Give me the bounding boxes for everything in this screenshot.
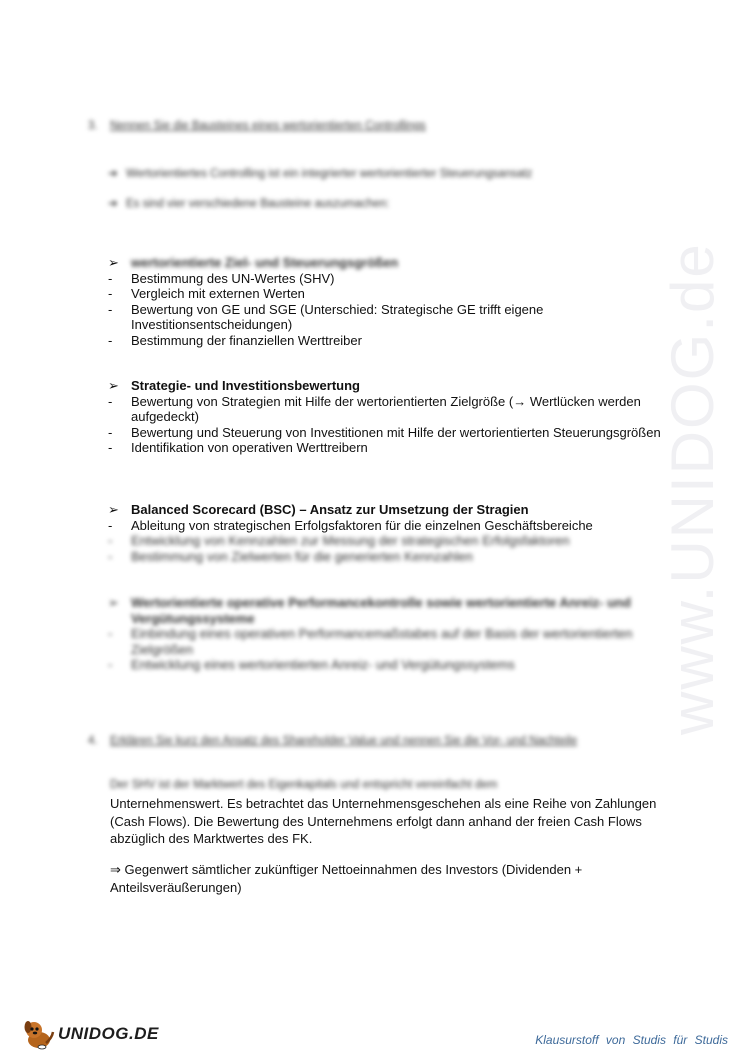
question-4-heading <box>88 735 577 747</box>
question-number: 4. <box>88 735 98 747</box>
list-item: - Einbindung eines operativen Performancemaßstabes auf der Basis der wertorientierten Zielgrößen <box>108 626 633 657</box>
list-item: - Identifikation von operativen Werttreibern <box>108 440 368 455</box>
section-title: ➢ wertorientierte Ziel- und Steuerungsgrößen <box>108 255 399 270</box>
section-title: ➢ Balanced Scorecard (BSC) – Ansatz zur Umsetzung der Stragien <box>108 502 529 517</box>
list-item: - Ableitung von strategischen Erfolgsfaktoren für die einzelnen Geschäftsbereiche <box>108 517 593 533</box>
question-text: Nennen Sie die Bausteines eines wertorientierten Controllings <box>110 120 426 132</box>
dog-mascot-icon <box>22 1018 56 1050</box>
section-balanced-scorecard <box>108 502 668 564</box>
list-item: - Entwicklung eines wertorientierten Anreiz- und Vergütungssystems <box>108 657 515 672</box>
section-strategy-valuation <box>108 378 668 456</box>
list-item: - Bestimmung von Zielwerten für die generierten Kennzahlen <box>108 548 473 564</box>
arrowhead-bullet-icon: ➢ <box>108 502 119 517</box>
list-item: - Entwicklung von Kennzahlen zur Messung der strategischen Erfolgsfaktoren <box>108 533 570 548</box>
question-3-heading <box>88 120 426 132</box>
arrowhead-bullet-icon: ➢ <box>108 595 119 610</box>
logo-text: UNIDOG.DE <box>58 1024 159 1043</box>
list-item: - Vergleich mit externen Werten <box>108 286 305 301</box>
section-value-targets <box>108 255 668 348</box>
arrow-point: ➔ Es sind vier verschiedene Bausteine auszumachen: <box>108 198 390 210</box>
question-text: Erklären Sie kurz den Ansatz des Shareholder Value und nennen Sie die Vor- und Nachteile <box>110 735 578 747</box>
answer-conclusion: ⇒ Gegenwert sämtlicher zukünftiger Nettoeinnahmen des Investors (Dividenden + Anteilsveräußerungen) <box>110 862 583 895</box>
unidog-logo <box>22 1018 159 1050</box>
arrowhead-bullet-icon: ➢ <box>108 255 119 270</box>
arrowhead-bullet-icon: ➢ <box>108 378 119 393</box>
arrow-point: ➔ Wertorientiertes Controlling ist ein integrierter wertorientierter Steuerungsansatz <box>108 168 533 180</box>
list-item: - Bewertung von GE und SGE (Unterschied: Strategische GE trifft eigene Investitionsentscheidungen) <box>108 301 544 332</box>
answer-paragraph: Unternehmenswert. Es betrachtet das Unternehmensgeschehen als eine Reihe von Zahlungen (Cash Flows). Die Bewertung des Unternehmens erfolgt dann anhand der freien Cash Flows abzüglich des Marktwertes des FK. <box>110 796 657 846</box>
list-item: - Bewertung und Steuerung von Investitionen mit Hilfe der wertorientierten Steuerungsgrößen <box>108 424 661 440</box>
section-title: ➢ Strategie- und Investitionsbewertung <box>108 378 360 393</box>
answer-intro: Der SHV ist der Marktwert des Eigenkapitals und entspricht vereinfacht dem <box>110 779 498 791</box>
list-item: - Bewertung von Strategien mit Hilfe der wertorientierten Zielgröße (→ Wertlücken werden aufgedeckt) <box>108 393 641 424</box>
list-item: - Bestimmung des UN-Wertes (SHV) <box>108 270 335 286</box>
list-item: - Bestimmung der finanziellen Werttreiber <box>108 332 362 348</box>
question-number: 3. <box>88 120 98 132</box>
footer-tagline: Klausurstoff von Studis für Studis <box>535 1033 728 1047</box>
arrow-icon: ➔ <box>108 168 118 180</box>
watermark: www.UNIDOG.de <box>659 242 726 735</box>
arrow-icon: ➔ <box>108 198 118 210</box>
section-title: ➢ Wertorientierte operative Performancekontrolle sowie wertorientierte Anreiz- und Vergütungssysteme <box>108 595 631 626</box>
section-performance-control <box>108 595 668 673</box>
